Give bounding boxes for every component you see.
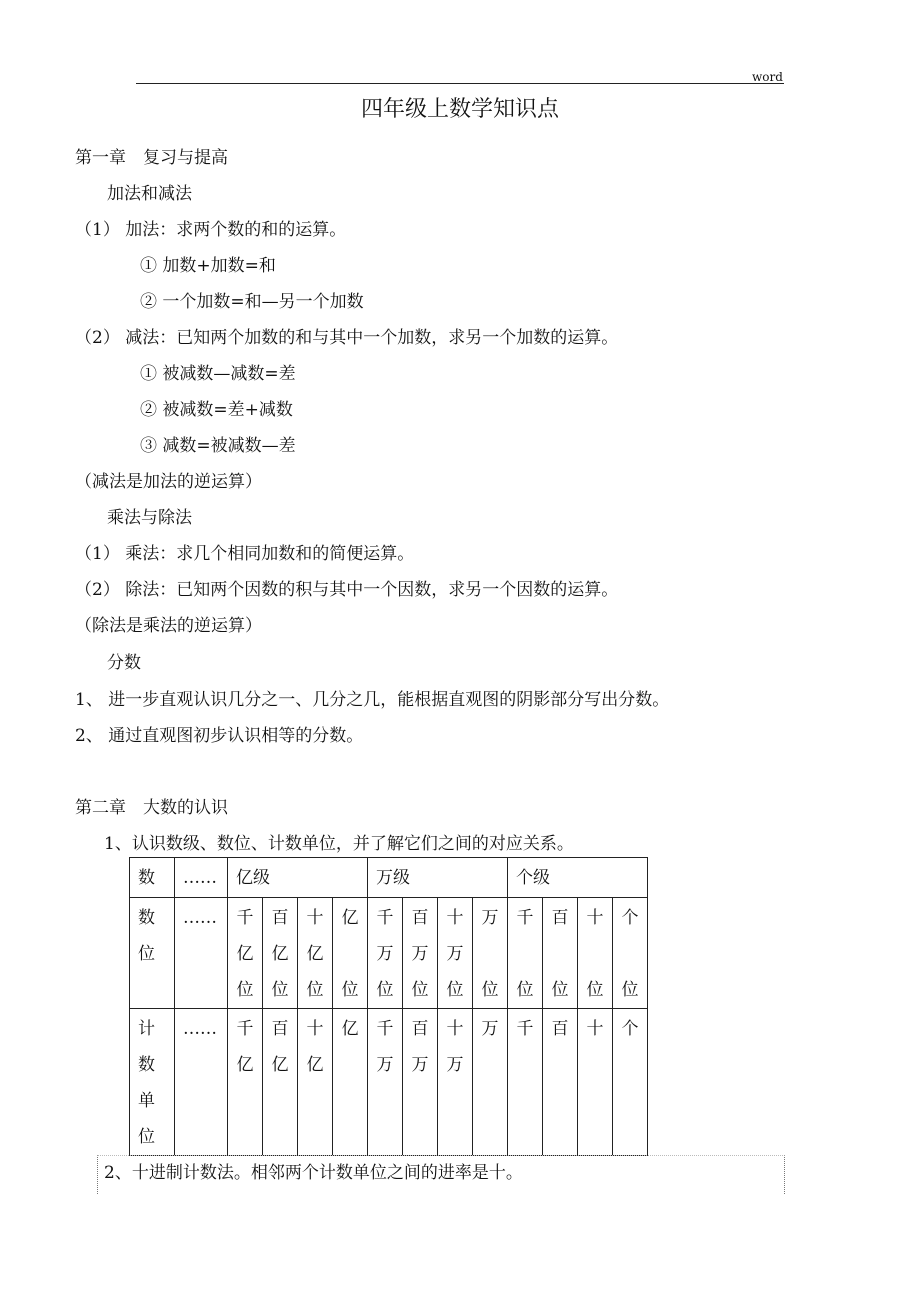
level-yi: 亿级 bbox=[228, 858, 368, 898]
table-row-levels bbox=[130, 858, 648, 898]
unit-cell: 百 亿 bbox=[263, 1009, 298, 1156]
row-label-units: 计 数 单 位 bbox=[130, 1009, 175, 1156]
unit-cell: 千 万 bbox=[368, 1009, 403, 1156]
unit-cell: 十 万 bbox=[438, 1009, 473, 1156]
sub-formula-3: ③ 减数=被减数—差 bbox=[140, 436, 296, 456]
place-value-table bbox=[129, 857, 648, 1156]
place-cell: 十 万 位 bbox=[438, 898, 473, 1009]
unit-cell: 千 亿 bbox=[228, 1009, 263, 1156]
place-cell: 十 位 bbox=[578, 898, 613, 1009]
row-label-places: 数 位 bbox=[130, 898, 175, 1009]
chapter2-item-2: 2、十进制计数法。相邻两个计数单位之间的进率是十。 bbox=[104, 1163, 523, 1183]
add-formula-2: ② 一个加数=和—另一个加数 bbox=[140, 292, 364, 312]
chapter1-title: 第一章 复习与提高 bbox=[75, 148, 228, 168]
place-cell: 十 亿 位 bbox=[298, 898, 333, 1009]
unit-cell: 万 bbox=[473, 1009, 508, 1156]
fraction-item-2: 2、 通过直观图初步认识相等的分数。 bbox=[75, 726, 364, 746]
ellipsis-cell: …… bbox=[175, 1009, 228, 1156]
place-cell: 百 亿 位 bbox=[263, 898, 298, 1009]
chapter2-item-1: 1、认识数级、数位、计数单位，并了解它们之间的对应关系。 bbox=[104, 834, 574, 854]
sub-note: （减法是加法的逆运算） bbox=[75, 472, 262, 492]
ellipsis-cell: …… bbox=[175, 858, 228, 898]
header-word-label: word bbox=[752, 70, 783, 84]
unit-cell: 亿 bbox=[333, 1009, 368, 1156]
add-definition: （1） 加法：求两个数的和的运算。 bbox=[75, 220, 347, 240]
sub-definition: （2） 减法：已知两个加数的和与其中一个加数，求另一个加数的运算。 bbox=[75, 328, 619, 348]
level-ge: 个级 bbox=[508, 858, 648, 898]
ellipsis-cell: …… bbox=[175, 898, 228, 1009]
section-add-sub: 加法和减法 bbox=[107, 184, 192, 204]
place-cell: 千 位 bbox=[508, 898, 543, 1009]
place-cell: 亿 位 bbox=[333, 898, 368, 1009]
chapter2-title: 第二章 大数的认识 bbox=[75, 798, 228, 818]
unit-cell: 百 bbox=[543, 1009, 578, 1156]
unit-cell: 百 万 bbox=[403, 1009, 438, 1156]
unit-cell: 千 bbox=[508, 1009, 543, 1156]
unit-cell: 十 bbox=[578, 1009, 613, 1156]
place-cell: 千 亿 位 bbox=[228, 898, 263, 1009]
page-title: 四年级上数学知识点 bbox=[360, 97, 559, 122]
fraction-item-1: 1、 进一步直观认识几分之一、几分之几，能根据直观图的阴影部分写出分数。 bbox=[75, 690, 670, 710]
unit-cell: 十 亿 bbox=[298, 1009, 333, 1156]
div-definition: （2） 除法：已知两个因数的积与其中一个因数，求另一个因数的运算。 bbox=[75, 580, 619, 600]
level-wan: 万级 bbox=[368, 858, 508, 898]
mul-definition: （1） 乘法：求几个相同加数和的简便运算。 bbox=[75, 544, 415, 564]
place-cell: 个 位 bbox=[613, 898, 648, 1009]
table-row-units bbox=[130, 1009, 648, 1156]
section-fraction: 分数 bbox=[107, 653, 141, 673]
section-mul-div: 乘法与除法 bbox=[107, 508, 192, 528]
sub-formula-2: ② 被减数=差+减数 bbox=[140, 400, 293, 420]
table-row-places bbox=[130, 898, 648, 1009]
row-label-levels: 数 bbox=[130, 858, 175, 898]
place-cell: 千 万 位 bbox=[368, 898, 403, 1009]
sub-formula-1: ① 被减数—减数=差 bbox=[140, 364, 296, 384]
unit-cell: 个 bbox=[613, 1009, 648, 1156]
add-formula-1: ① 加数+加数=和 bbox=[140, 256, 276, 276]
div-note: （除法是乘法的逆运算） bbox=[75, 616, 262, 636]
place-cell: 百 万 位 bbox=[403, 898, 438, 1009]
header-rule bbox=[136, 83, 784, 84]
place-cell: 万 位 bbox=[473, 898, 508, 1009]
place-cell: 百 位 bbox=[543, 898, 578, 1009]
